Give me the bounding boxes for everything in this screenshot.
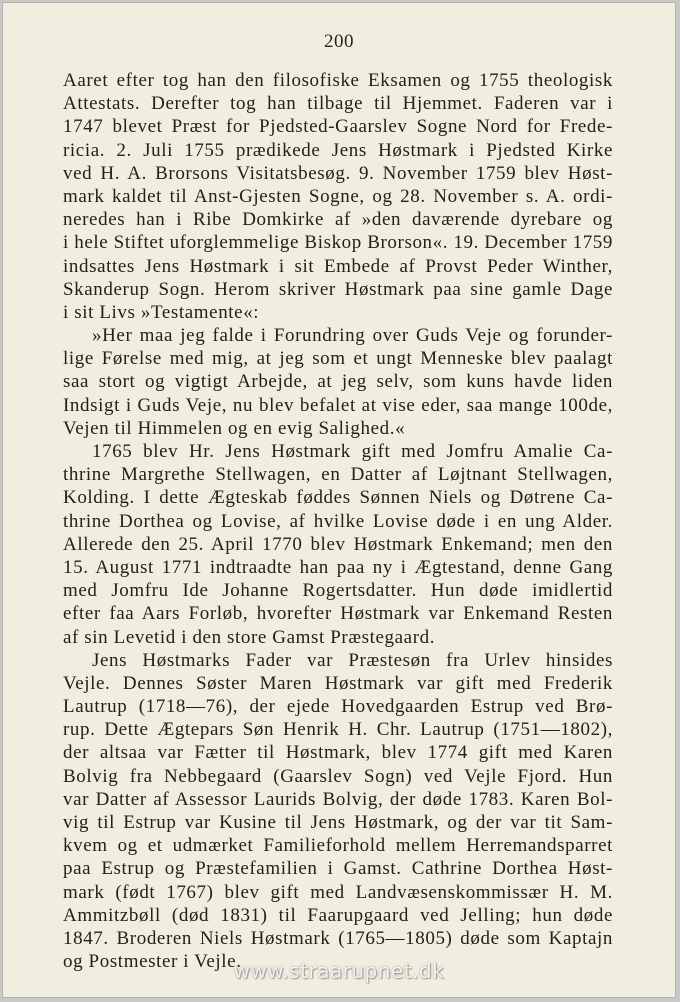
text-line: neredes han i Ribe Domkirke af »den daværende dyrebare og bbox=[63, 209, 613, 231]
text-line: og Postmester i Vejle. bbox=[63, 951, 242, 973]
text-line: 1847. Broderen Niels Høstmark (1765—1805) døde som Kaptajn bbox=[63, 927, 613, 949]
text-line: thrine Margrethe Stellwagen, en Datter af Løjtnant Stellwagen, bbox=[63, 464, 613, 486]
text-line: kvem og et udmærket Familieforhold mellem Herremandsparret bbox=[63, 835, 613, 857]
text-line: mark kaldet til Anst-Gjesten Sogne, og 28. November s. A. ordi- bbox=[63, 185, 613, 207]
body-text bbox=[63, 69, 613, 973]
text-line: ved H. A. Brorsons Visitatsbesøg. 9. November 1759 blev Høst- bbox=[63, 162, 613, 184]
text-line: lige Førelse med mig, at jeg som et ungt Menneske blev paalagt bbox=[63, 348, 613, 370]
text-line: 1747 blevet Præst for Pjedsted-Gaarslev Sogne Nord for Frede- bbox=[63, 116, 613, 138]
text-line: Allerede den 25. April 1770 blev Høstmark Enkemand; men den bbox=[63, 533, 613, 555]
text-line: Skanderup Sogn. Herom skriver Høstmark paa sine gamle Dage bbox=[63, 278, 613, 300]
text-line: Ammitzbøll (død 1831) til Faarupgaard ved Jelling; hun døde bbox=[63, 904, 613, 926]
text-line: rup. Dette Ægtepars Søn Henrik H. Chr. Lautrup (1751—1802), bbox=[63, 719, 613, 741]
text-line: 15. August 1771 indtraadte han paa ny i Ægtestand, denne Gang bbox=[63, 556, 613, 578]
text-line: med Jomfru Ide Johanne Rogertsdatter. Hun døde imidlertid bbox=[63, 580, 613, 602]
text-line: Bolvig fra Nebbegaard (Gaarslev Sogn) ved Vejle Fjord. Hun bbox=[63, 765, 613, 787]
text-line: Indsigt i Guds Veje, nu blev befalet at vise eder, saa mange 100de, bbox=[63, 394, 613, 416]
text-line: Kolding. I dette Ægteskab føddes Sønnen Niels og Døtrene Ca- bbox=[63, 487, 613, 509]
text-line: i sit Livs »Testamente«: bbox=[63, 301, 260, 323]
text-line: af sin Levetid i den store Gamst Præstegaard. bbox=[63, 626, 436, 648]
text-line: 1765 blev Hr. Jens Høstmark gift med Jomfru Amalie Ca- bbox=[92, 441, 613, 462]
text-line: der altsaa var Fætter til Høstmark, blev 1774 gift med Karen bbox=[63, 742, 613, 764]
text-line: i hele Stiftet uforglemmelige Biskop Brorson«. 19. December 1759 bbox=[63, 232, 613, 254]
text-line: saa stort og vigtigt Arbejde, at jeg selv, som kuns havde liden bbox=[63, 371, 613, 393]
text-line: Attestats. Derefter tog han tilbage til Hjemmet. Faderen var i bbox=[63, 93, 613, 115]
text-line: Lautrup (1718—76), der ejede Hovedgaarden Estrup ved Brø- bbox=[63, 696, 613, 718]
text-line: thrine Dorthea og Lovise, af hvilke Lovise døde i en ung Alder. bbox=[63, 510, 613, 532]
text-line: mark (født 1767) blev gift med Landvæsenskommissær H. M. bbox=[63, 881, 613, 903]
text-line: »Her maa jeg falde i Forundring over Guds Veje og forunder- bbox=[92, 325, 613, 347]
text-line: Aaret efter tog han den filosofiske Eksamen og 1755 theologisk bbox=[63, 70, 613, 91]
text-line: efter faa Aars Forløb, hvorefter Høstmark var Enkemand Resten bbox=[63, 603, 613, 625]
text-line: var Datter af Assessor Laurids Bolvig, der døde 1783. Karen Bol- bbox=[63, 788, 613, 810]
watermark: www.straarupnet.dk bbox=[233, 959, 445, 983]
text-line: vig til Estrup var Kusine til Jens Høstmark, og der var tit Sam- bbox=[63, 812, 613, 833]
book-page bbox=[2, 2, 676, 998]
text-line: indsattes Jens Høstmark i sit Embede af Provst Peder Winther, bbox=[63, 255, 613, 277]
text-line: ricia. 2. Juli 1755 prædikede Jens Høstmark i Pjedsted Kirke bbox=[63, 139, 613, 161]
page-number: 200 bbox=[324, 31, 354, 52]
text-line: paa Estrup og Præstefamilien i Gamst. Cathrine Dorthea Høst- bbox=[63, 858, 613, 880]
text-line: Jens Høstmarks Fader var Præstesøn fra Urlev hinsides bbox=[92, 649, 613, 671]
text-line: Vejle. Dennes Søster Maren Høstmark var gift med Frederik bbox=[63, 672, 613, 694]
text-line: Vejen til Himmelen og en evig Salighed.« bbox=[63, 417, 406, 439]
